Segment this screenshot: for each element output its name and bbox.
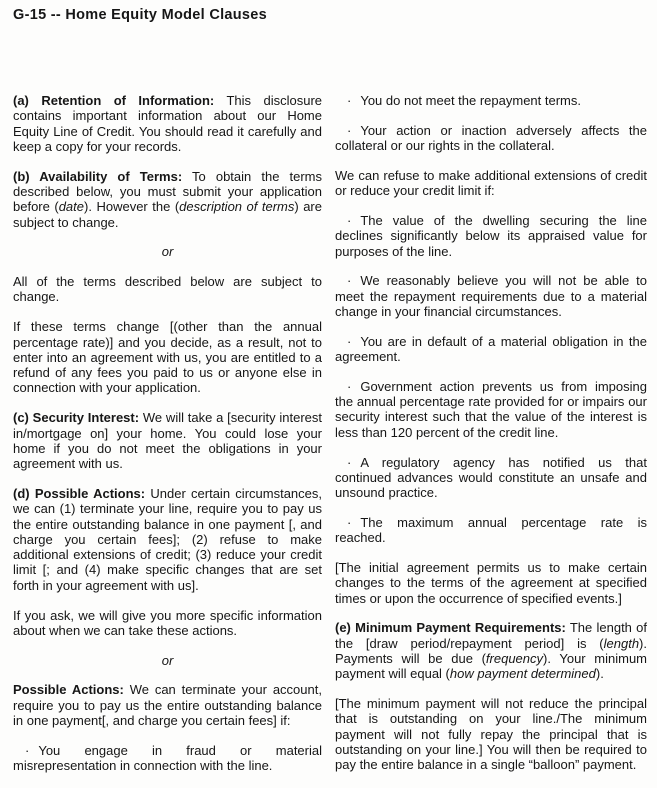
initial-agreement-bracket-paragraph (335, 560, 647, 606)
or-separator (13, 653, 322, 668)
text-segment: · (347, 122, 352, 138)
bullet-collateral (335, 123, 647, 154)
text-segment: how payment determined (449, 666, 596, 682)
text-segment: You engage in fraud or material misrepresentation in connection with the line. (13, 742, 322, 774)
bullet-regulatory-agency (335, 455, 647, 501)
text-segment: This disclosure contains important information about our Home Equity Line of Credit. You should read it carefully and keep a copy for your records. (13, 93, 323, 154)
text-segment: (c) Security Interest: (13, 410, 140, 426)
text-segment: The value of the dwelling securing the line declines significantly below its appraised value for purposes of the line. (335, 212, 647, 259)
text-segment: ). (595, 666, 604, 682)
bullet-fraud-misrepresentation (13, 743, 322, 774)
clause-a-retention-of-information (13, 93, 322, 154)
bullet-government-action (335, 379, 647, 440)
bullet-material-change (335, 273, 647, 319)
text-segment: [The minimum payment will not reduce the principal that is outstanding on your line./The minimum payment will not fully repay the principal that is outstanding on your line.] You will then be required to pay the entire balance in a single “balloon” payment. (335, 696, 647, 773)
text-segment: or (161, 244, 174, 260)
text-segment: We reasonably believe you will not be able to meet the repayment requirements due to a material change in your financial circumstances. (335, 273, 647, 319)
text-segment: To obtain the terms described below, you must submit your application before ( (13, 168, 323, 215)
text-segment: length (603, 635, 640, 651)
refuse-extensions-paragraph (335, 168, 647, 199)
or-separator (13, 244, 322, 259)
text-segment: · (347, 378, 352, 394)
clause-b-availability-of-terms (13, 169, 322, 230)
text-segment: The length of the [draw period/repayment period] is ( (335, 620, 647, 651)
text-segment: Possible Actions: (13, 682, 124, 698)
text-segment: date (58, 199, 85, 215)
text-segment: frequency (485, 651, 544, 667)
more-specific-information-paragraph (13, 608, 322, 639)
possible-actions-alternative (13, 682, 322, 728)
text-segment: If these terms change [(other than the annual percentage rate)] and you decide, as a result, not to enter into an agreement with us, you are entitled to a refund of any fees you paid to us or anyone else in connection with your application. (13, 319, 322, 396)
text-segment: (e) Minimum Payment Requirements: (335, 620, 566, 636)
text-segment: [The initial agreement permits us to make certain changes to the terms of the agreement at specified times or upon the occurrence of specified events.] (335, 560, 647, 606)
balloon-payment-paragraph (335, 696, 647, 772)
text-segment: If you ask, we will give you more specific information about when we can take these actions. (13, 607, 322, 638)
text-segment: · (347, 454, 352, 470)
text-segment: Government action prevents us from imposing the annual percentage rate provided for or impairs our security interest such that the value of the interest is less than 120 percent of the credit line. (335, 378, 647, 440)
text-segment: (a) Retention of Information: (13, 93, 215, 108)
text-segment: ). Payments will be due ( (335, 635, 647, 667)
text-segment: All of the terms described below are subject to change. (13, 274, 322, 305)
left-column (13, 93, 322, 788)
text-segment: · (347, 212, 352, 228)
text-segment: Your action or inaction adversely affects the collateral or our rights in the collateral. (335, 122, 647, 154)
text-segment: The maximum annual percentage rate is reached. (335, 514, 647, 546)
text-segment: ). However the ( (84, 199, 180, 215)
text-segment: We can refuse to make additional extensions of credit or reduce your credit limit if: (335, 167, 647, 199)
refund-paragraph (13, 319, 322, 395)
text-segment: ). Your minimum payment will equal ( (335, 651, 648, 682)
text-segment: ) are subject to change. (13, 199, 322, 230)
clause-e-minimum-payment-requirements (335, 620, 647, 681)
bullet-default-obligation (335, 334, 647, 365)
clause-c-security-interest (13, 410, 322, 471)
terms-subject-to-change-paragraph (13, 274, 322, 305)
text-segment: (d) Possible Actions: (13, 485, 146, 501)
text-segment: (b) Availability of Terms: (13, 168, 183, 184)
bullet-repayment-terms (335, 93, 647, 108)
bullet-maximum-apr (335, 515, 647, 546)
right-column (335, 93, 647, 788)
text-segment: Under certain circumstances, we can (1) terminate your line, require you to pay us the entire outstanding balance in one payment [, and charge you certain fees]; (2) refuse to make additional extensions of credit; (3) reduce your credit limit [; and (4) make specific changes that are set forth in your agreement with us]. (13, 485, 323, 593)
text-segment: You are in default of a material obligation in the agreement. (335, 333, 647, 365)
text-segment: · (25, 742, 30, 758)
text-segment: or (161, 652, 174, 668)
text-segment: We can terminate your account, require you to pay us the entire outstanding balance in one payment[, and charge you certain fees] if: (13, 682, 322, 728)
two-column-layout (13, 93, 647, 788)
text-segment: description of terms (179, 199, 295, 215)
page-title: G-15 -- Home Equity Model Clauses (13, 7, 268, 23)
bullet-dwelling-value (335, 213, 647, 259)
text-segment: You do not meet the repayment terms. (360, 93, 581, 108)
text-segment: · (347, 273, 352, 289)
text-segment: · (347, 93, 352, 108)
text-segment: A regulatory agency has notified us that continued advances would constitute an unsafe and unsound practice. (335, 454, 647, 501)
text-segment: We will take a [security interest in/mortgage on] your home. You could lose your home if you do not meet the obligations in your agreement with us. (13, 410, 323, 472)
clause-d-possible-actions (13, 486, 322, 593)
text-segment: · (347, 514, 352, 530)
text-segment: · (347, 333, 352, 349)
